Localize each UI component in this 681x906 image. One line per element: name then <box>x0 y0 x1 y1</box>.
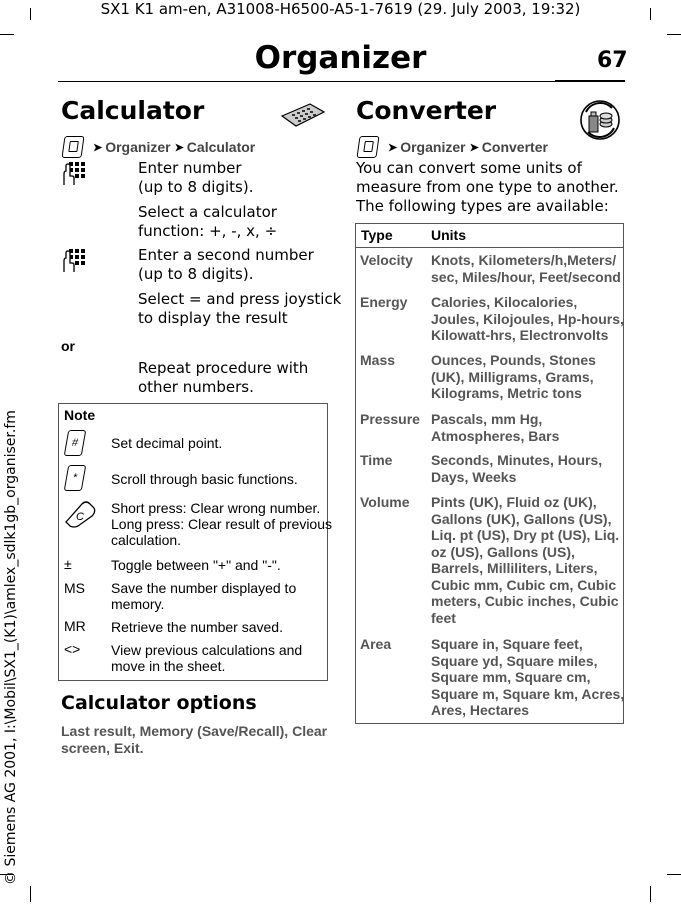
or-label: or <box>61 338 75 354</box>
table-cell-type: Mass <box>360 352 396 368</box>
path-item: Organizer <box>400 139 466 155</box>
note-key-label: <> <box>64 641 81 657</box>
calculator-section <box>61 96 204 125</box>
converter-section <box>356 96 496 125</box>
path-arrow-icon: ➤ <box>388 141 398 154</box>
table-cell-units: Pints (UK), Fluid oz (UK), Gallons (UK), Gallons (US), Liq. pt (US), Dry pt (US), Liq. oz (US), Gallons (US), Barrels, Milliliters, Liters, Cubic mm, Cubic cm, Cubic meters, Cubic inches, Cubic feet <box>431 494 620 626</box>
calculator-step-3: Enter a second number (up to 8 digits). <box>138 246 314 283</box>
path-arrow-icon: ➤ <box>469 141 479 154</box>
note-row: Save the number displayed to memory. <box>111 580 297 612</box>
table-cell-units: Seconds, Minutes, Hours, Days, Weeks <box>431 452 603 485</box>
keypad-icon <box>61 160 85 186</box>
table-cell-type: Time <box>360 452 393 468</box>
crop-mark <box>650 886 651 902</box>
path-arrow-icon: ➤ <box>174 141 184 154</box>
converter-icon <box>578 100 622 140</box>
calculator-heading: Calculator <box>61 96 205 125</box>
crop-mark <box>667 34 681 35</box>
path-item: Converter <box>481 139 548 155</box>
path-arrow-icon: ➤ <box>93 141 103 154</box>
table-header-type: Type <box>361 227 393 243</box>
note-row: Retrieve the number saved. <box>111 619 283 635</box>
page-title: Organizer <box>254 40 427 76</box>
table-cell-type: Pressure <box>360 411 420 427</box>
note-title: Note <box>64 407 96 423</box>
calculator-step-5: Repeat procedure with other numbers. <box>138 359 309 396</box>
converter-menu-path <box>358 136 548 158</box>
note-row: Scroll through basic functions. <box>111 471 298 487</box>
note-key-label: MR <box>64 618 86 634</box>
crop-mark <box>667 874 681 875</box>
table-cell-units: Calories, Kilocalories, Joules, Kilojoules, Hp-hours, Kilowatt-hrs, Electronvolts <box>431 294 624 343</box>
note-key-label: MS <box>64 580 85 596</box>
side-margin-text: © Siemens AG 2001, I:\Mobil\SX1_(K1)\amlex_sdlk1gb_organiser.fm <box>3 410 19 885</box>
page-number: 67 <box>597 48 628 73</box>
table-cell-type: Velocity <box>360 252 413 268</box>
note-row: Toggle between "+" and "-". <box>111 557 281 573</box>
note-key-label: ± <box>64 556 72 572</box>
table-header-separator <box>355 247 623 248</box>
table-cell-units: Ounces, Pounds, Stones (UK), Milligrams, Grams, Kilograms, Metric tons <box>431 352 596 401</box>
menu-key-icon <box>356 136 379 158</box>
table-cell-type: Energy <box>360 294 408 310</box>
calculator-step-4: Select = and press joystick to display the result <box>138 290 342 327</box>
note-row: Short press: Clear wrong number. Long press: Clear result of previous calculation. <box>111 500 332 548</box>
calculator-menu-path <box>63 136 255 158</box>
note-row: View previous calculations and move in the sheet. <box>111 642 303 674</box>
table-cell-type: Volume <box>360 494 410 510</box>
star-key-icon: * <box>64 465 87 491</box>
svg-text:C: C <box>76 511 84 523</box>
table-header-units: Units <box>431 227 466 243</box>
calculator-options-heading: Calculator options <box>61 692 257 714</box>
path-item: Calculator <box>186 139 256 155</box>
header-rule <box>58 81 555 82</box>
calculator-step-2: Select a calculator function: +, -, x, ÷ <box>138 203 278 240</box>
clear-key-icon <box>62 500 98 528</box>
table-cell-units: Square in, Square feet, Square yd, Square miles, Square mm, Square cm, Square m, Square km, Acres, Ares, Hectares <box>431 636 625 718</box>
crop-mark <box>0 34 14 35</box>
keypad-icon <box>61 247 85 273</box>
crop-mark <box>30 886 31 902</box>
table-cell-type: Area <box>360 636 392 652</box>
calculator-step-1: Enter number (up to 8 digits). <box>138 159 254 196</box>
table-cell-units: Pascals, mm Hg, Atmospheres, Bars <box>431 411 560 444</box>
hash-key-icon: # <box>64 430 87 456</box>
converter-intro: You can convert some units of measure from one type to another. The following types are available: <box>356 159 619 215</box>
path-item: Organizer <box>105 139 171 155</box>
running-head: SX1 K1 am-en, A31008-H6500-A5-1-7619 (29. July 2003, 19:32) <box>100 0 581 18</box>
menu-key-icon <box>61 136 84 158</box>
calculator-icon <box>280 102 326 128</box>
calculator-options-text: Last result, Memory (Save/Recall), Clear screen, Exit. <box>61 723 328 756</box>
page-number-rule <box>555 80 625 82</box>
note-row: Set decimal point. <box>111 435 223 451</box>
table-cell-units: Knots, Kilometers/h,Meters/ sec, Miles/hour, Feet/second <box>431 252 621 285</box>
converter-heading: Converter <box>356 96 497 125</box>
